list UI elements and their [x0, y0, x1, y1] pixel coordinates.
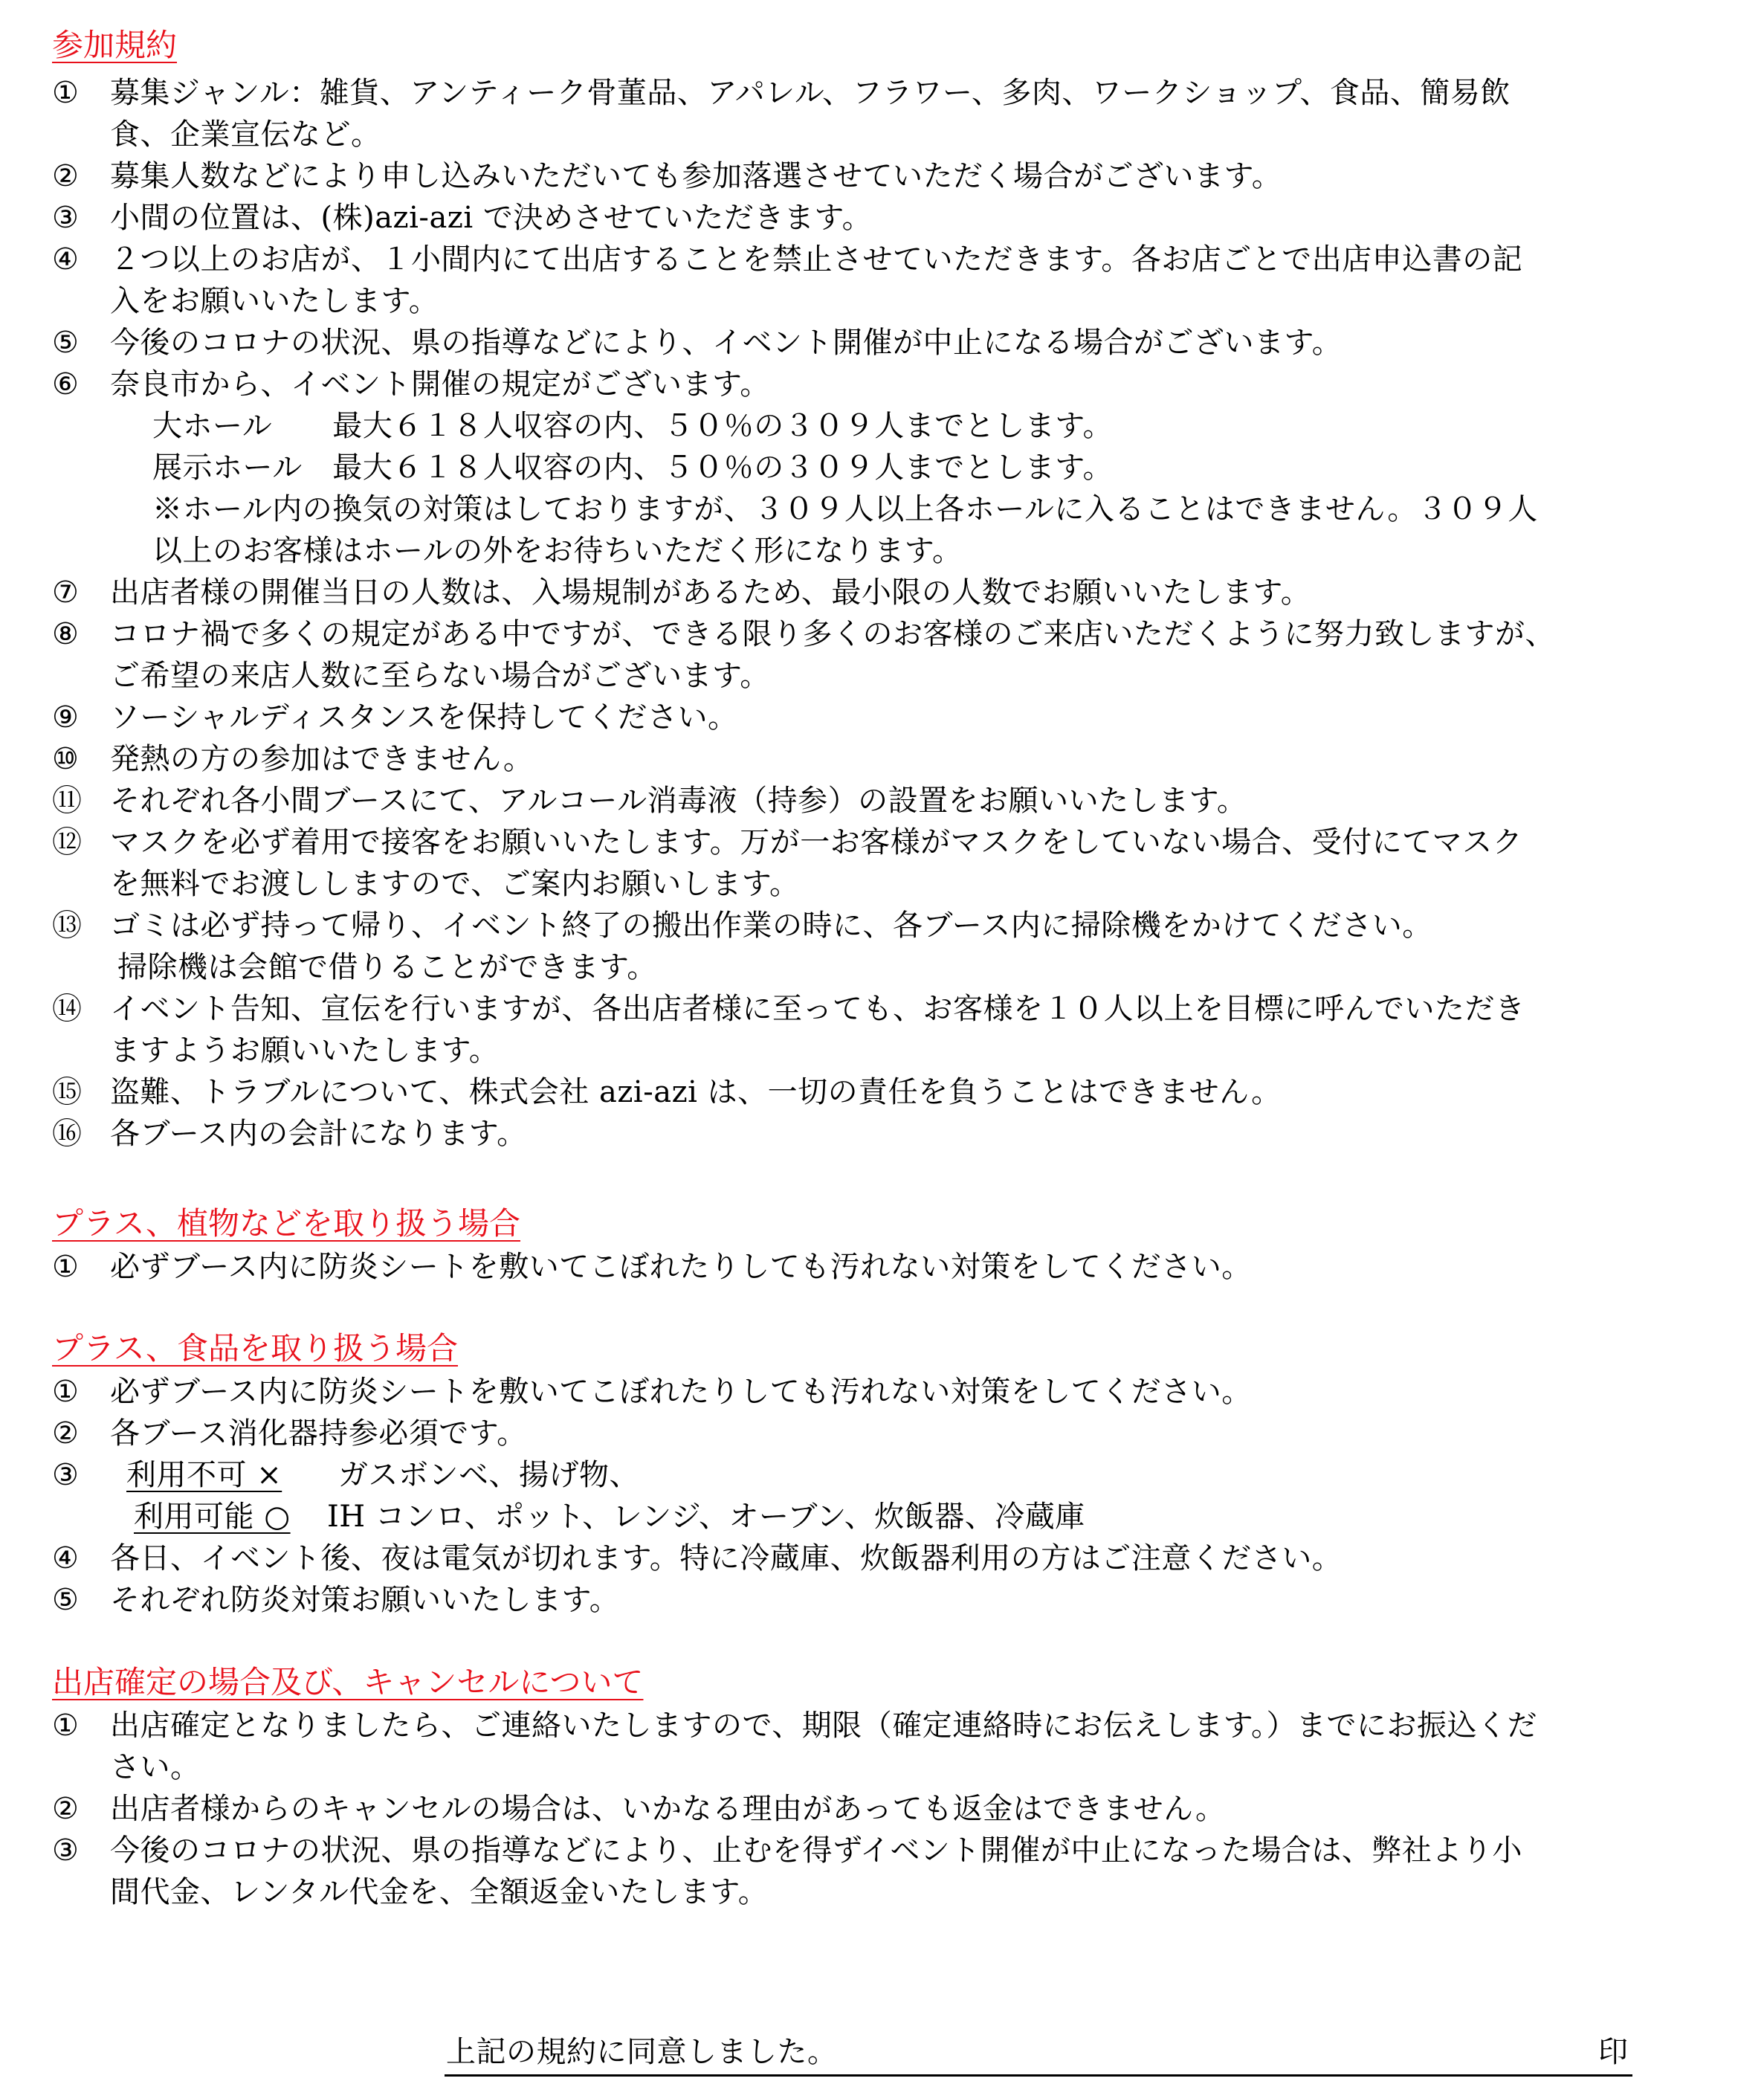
item-number: ⑯: [52, 1117, 82, 1151]
item-number: ⑥: [52, 367, 79, 401]
rule-item-12-cont: を無料でお渡ししますので、ご案内お願いします。: [110, 867, 800, 901]
rule-item-5: 今後のコロナの状況、県の指導などにより、イベント開催が中止になる場合がございます。: [110, 326, 1343, 360]
rule-item-2: 募集人数などにより申し込みいただいても参加落選させていただく場合がございます。: [110, 159, 1282, 193]
rule-item-13: ゴミは必ず持って帰り、イベント終了の搬出作業の時に、各ブース内に掃除機をかけてください。: [110, 909, 1432, 943]
item-number: ⑭: [52, 992, 82, 1026]
item-number: ③: [52, 1458, 79, 1492]
rule-item-10: 発熱の方の参加はできません。: [110, 742, 534, 776]
food-item-2: 各ブース消化器持参必須です。: [110, 1416, 527, 1451]
rule-item-8: コロナ禍で多くの規定がある中ですが、できる限り多くのお客様のご来店いただくように努力致しますが、: [110, 617, 1555, 651]
item-number: ⑮: [52, 1075, 82, 1109]
item-number: ①: [52, 1250, 79, 1284]
item-number: ⑬: [52, 909, 82, 943]
plants-item-1: 必ずブース内に防炎シートを敷いてこぼれたりしても汚れない対策をしてください。: [110, 1250, 1252, 1284]
food-not-allowed-label: 利用不可 ×: [126, 1458, 282, 1492]
section-heading-food: プラス、食品を取り扱う場合: [52, 1330, 459, 1367]
rule-item-14-cont: ますようお願いいたします。: [110, 1033, 500, 1068]
section-heading-cancel: 出店確定の場合及び、キャンセルについて: [52, 1664, 644, 1700]
food-allowed-items: IH コンロ、ポット、レンジ、オーブン、炊飯器、冷蔵庫: [327, 1500, 1085, 1534]
rule-item-6-note: ※ホール内の換気の対策はしておりますが、３０９人以上各ホールに入ることはできません。３０９人: [152, 492, 1538, 526]
rule-item-15: 盗難、トラブルについて、株式会社 azi-azi は、一切の責任を負うことはできません。: [110, 1075, 1282, 1109]
signature-line: [445, 2074, 1632, 2077]
item-number: ⑤: [52, 1583, 79, 1617]
cancel-item-3-cont: 間代金、レンタル代金を、全額返金いたします。: [110, 1875, 769, 1909]
rule-item-9: ソーシャルディスタンスを保持してください。: [110, 700, 738, 735]
rule-item-8-cont: ご希望の来店人数に至らない場合がございます。: [110, 659, 770, 693]
item-number: ⑧: [52, 617, 79, 651]
rule-item-3: 小間の位置は、(株)azi-azi で決めさせていただきます。: [110, 201, 873, 235]
item-number: ①: [52, 1709, 79, 1743]
rule-item-7: 出店者様の開催当日の人数は、入場規制があるため、最小限の人数でお願いいたします。: [110, 575, 1311, 610]
item-number: ④: [52, 242, 79, 277]
item-number: ⑩: [52, 742, 79, 776]
item-number: ①: [52, 76, 79, 110]
item-number: ②: [52, 1416, 79, 1451]
item-number: ③: [52, 1833, 79, 1868]
rule-item-6: 奈良市から、イベント開催の規定がございます。: [110, 367, 770, 401]
rule-item-6-large-hall: 大ホール 最大６１８人収容の内、５０％の３０９人までとします。: [152, 409, 1113, 443]
food-item-4: 各日、イベント後、夜は電気が切れます。特に冷蔵庫、炊飯器利用の方はご注意ください。: [110, 1541, 1343, 1575]
cancel-item-3: 今後のコロナの状況、県の指導などにより、止むを得ずイベント開催が中止になった場合は、弊社より小: [110, 1833, 1522, 1868]
rule-item-4: ２つ以上のお店が、１小間内にて出店することを禁止させていただきます。各お店ごとで出店申込書の記: [110, 242, 1523, 277]
item-number: ③: [52, 201, 79, 235]
food-item-5: それぞれ防炎対策お願いいたします。: [110, 1583, 620, 1617]
rule-item-14: イベント告知、宣伝を行いますが、各出店者様に至っても、お客様を１０人以上を目標に呼んでいただき: [110, 992, 1525, 1026]
item-number: ②: [52, 1792, 79, 1826]
item-number: ⑤: [52, 326, 79, 360]
section-heading-rules: 参加規約: [52, 27, 178, 63]
seal-mark: 印: [1598, 2035, 1629, 2069]
rule-item-6-exhibit-hall: 展示ホール 最大６１８人収容の内、５０％の３０９人までとします。: [152, 451, 1113, 485]
item-number: ⑫: [52, 825, 82, 859]
rule-item-13-cont: 掃除機は会館で借りることができます。: [117, 950, 657, 984]
food-item-1: 必ずブース内に防炎シートを敷いてこぼれたりしても汚れない対策をしてください。: [110, 1375, 1252, 1409]
food-allowed-label: 利用可能 ○: [134, 1500, 291, 1534]
rule-item-6-note-cont: 以上のお客様はホールの外をお待ちいただく形になります。: [152, 534, 963, 568]
agreement-text: 上記の規約に同意しました。: [446, 2035, 838, 2069]
item-number: ⑪: [52, 784, 82, 818]
rule-item-16: 各ブース内の会計になります。: [110, 1117, 527, 1151]
rule-item-4-cont: 入をお願いいたします。: [110, 284, 439, 318]
rule-item-11: それぞれ各小間ブースにて、アルコール消毒液（持参）の設置をお願いいたします。: [110, 784, 1247, 818]
food-not-allowed-items: ガスボンベ、揚げ物、: [338, 1458, 639, 1492]
rule-item-1: 募集ジャンル：雑貨、アンティーク骨董品、アパレル、フラワー、多肉、ワークショップ、食品、簡易飲: [110, 76, 1511, 110]
cancel-item-1: 出店確定となりましたら、ご連絡いたしますので、期限（確定連絡時にお伝えします。）までにお振込くだ: [110, 1709, 1537, 1743]
rule-item-12: マスクを必ず着用で接客をお願いいたします。万が一お客様がマスクをしていない場合、受付にてマスク: [110, 825, 1523, 859]
cancel-item-1-cont: さい。: [110, 1750, 201, 1784]
cancel-item-2: 出店者様からのキャンセルの場合は、いかなる理由があっても返金はできません。: [110, 1792, 1226, 1826]
item-number: ⑨: [52, 700, 79, 735]
section-heading-plants: プラス、植物などを取り扱う場合: [52, 1205, 521, 1242]
item-number: ①: [52, 1375, 79, 1409]
item-number: ⑦: [52, 575, 79, 610]
rule-item-1-cont: 食、企業宣伝など。: [110, 117, 381, 152]
item-number: ②: [52, 159, 79, 193]
item-number: ④: [52, 1541, 79, 1575]
